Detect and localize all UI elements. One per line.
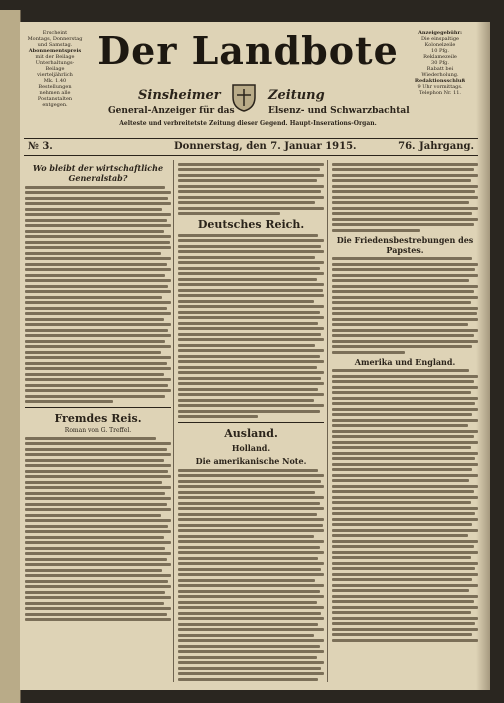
text-line — [332, 578, 472, 581]
box-line: Montags, Donnerstag — [27, 36, 83, 42]
box-line: Telephon Nr. 11. — [418, 90, 462, 96]
text-line — [332, 617, 478, 620]
text-line — [332, 518, 478, 521]
text-line — [178, 393, 324, 396]
text-line — [25, 514, 161, 517]
text-line — [178, 311, 320, 314]
text-line — [178, 196, 324, 199]
text-line — [25, 213, 171, 216]
text-line — [25, 257, 171, 260]
text-line — [178, 388, 318, 391]
text-line — [25, 453, 171, 456]
masthead-small-tagline: Aelteste und verbreitetste Zeitung dieser Gegend. Haupt-Inserations-Organ. — [119, 120, 377, 127]
text-line — [25, 356, 171, 359]
text-line — [332, 463, 478, 466]
text-line — [25, 607, 171, 610]
text-line — [178, 474, 324, 477]
text-line — [332, 600, 474, 603]
box-line: Postanstalten — [37, 96, 73, 102]
text-line — [178, 507, 324, 510]
text-line — [25, 186, 165, 189]
text-line — [25, 334, 171, 337]
column-rule — [327, 160, 328, 682]
text-line — [178, 267, 320, 270]
text-line — [332, 452, 478, 455]
text-line — [332, 545, 474, 548]
article-heading: Deutsches Reich. — [197, 218, 305, 231]
text-line — [178, 590, 320, 593]
text-line — [332, 408, 478, 411]
text-line — [25, 552, 171, 555]
text-line — [25, 464, 171, 467]
text-line — [332, 490, 474, 493]
text-line — [25, 585, 171, 588]
text-line — [178, 250, 324, 253]
issue-number: № 3. — [28, 141, 53, 152]
box-line: Anzeigegebühr: — [417, 30, 463, 36]
text-line — [25, 246, 171, 249]
text-line — [178, 518, 324, 521]
article-heading: Die Friedensbestrebungen des Papstes. — [336, 234, 474, 255]
text-line — [332, 474, 478, 477]
text-line — [332, 573, 478, 576]
text-line — [178, 333, 321, 336]
text-line — [332, 174, 478, 177]
text-line — [25, 329, 168, 332]
box-line: 9 Uhr vormittags. — [417, 84, 463, 90]
text-line — [25, 224, 171, 227]
text-line — [25, 323, 171, 326]
text-line — [332, 562, 478, 565]
text-line — [25, 197, 168, 200]
text-line — [332, 446, 471, 449]
text-line — [25, 400, 113, 403]
text-line — [332, 435, 474, 438]
text-line — [178, 404, 324, 407]
text-line — [332, 391, 471, 394]
text-line — [25, 492, 165, 495]
text-line — [25, 285, 168, 288]
text-line — [332, 441, 478, 444]
text-line — [178, 415, 258, 418]
text-line — [332, 263, 478, 266]
text-line — [25, 437, 156, 440]
text-line — [178, 300, 314, 303]
text-line — [332, 196, 478, 199]
text-line — [332, 307, 478, 310]
text-line — [178, 179, 317, 182]
text-line — [178, 540, 324, 543]
text-line — [178, 316, 324, 319]
text-line — [178, 190, 321, 193]
text-line — [178, 645, 320, 648]
text-line — [25, 580, 168, 583]
text-line — [25, 569, 162, 572]
text-line — [25, 230, 164, 233]
text-line — [25, 574, 171, 577]
text-line — [332, 163, 478, 166]
box-line: 10 Pfg. — [431, 48, 449, 54]
text-line — [332, 345, 472, 348]
box-line: Erscheint — [42, 30, 68, 36]
box-line: mit der Beilage — [35, 54, 75, 60]
volume-number: 76. Jahrgang. — [398, 141, 474, 152]
box-line: Redaktionsschluß — [414, 78, 466, 84]
column-1 — [25, 160, 171, 682]
text-line — [178, 163, 324, 166]
text-line — [25, 503, 167, 506]
masthead-tagline-right: Elsenz- und Schwarzbachtal — [268, 106, 410, 116]
masthead-subtitle-right: Zeitung — [268, 88, 325, 103]
text-line — [178, 551, 324, 554]
text-line — [178, 305, 324, 308]
text-line — [25, 596, 171, 599]
text-line — [25, 558, 167, 561]
text-line — [25, 290, 171, 293]
text-line — [25, 470, 168, 473]
text-line — [332, 501, 471, 504]
text-line — [25, 497, 171, 500]
box-line: und Samstag. — [37, 42, 73, 48]
text-line — [25, 519, 171, 522]
text-line — [332, 606, 478, 609]
issue-date: Donnerstag, den 7. Januar 1915. — [174, 141, 357, 152]
text-line — [178, 382, 324, 385]
text-line — [178, 480, 321, 483]
text-line — [332, 611, 471, 614]
text-line — [178, 568, 321, 571]
text-line — [332, 402, 475, 405]
feuilleton-title: Fremdes Reis. — [54, 412, 142, 425]
text-line — [25, 384, 168, 387]
text-line — [332, 512, 475, 515]
text-line — [332, 323, 468, 326]
text-line — [332, 567, 475, 570]
box-line: Mk. 1.40 — [43, 78, 67, 84]
text-line — [25, 378, 171, 381]
text-line — [25, 486, 171, 489]
text-line — [332, 584, 478, 587]
text-line — [25, 296, 162, 299]
text-line — [332, 633, 472, 636]
text-line — [178, 366, 317, 369]
masthead-subtitle-left: Sinsheimer — [138, 88, 221, 103]
text-line — [25, 202, 171, 205]
text-line — [332, 285, 478, 288]
text-line — [332, 274, 478, 277]
text-line — [178, 496, 324, 499]
text-line — [332, 468, 472, 471]
box-line: Beilage — [45, 66, 65, 72]
article-subheading: Holland. — [231, 443, 271, 453]
text-line — [178, 327, 324, 330]
article-heading: Wo bleibt der wirtschaftliche Generalstab? — [32, 163, 164, 183]
text-line — [25, 274, 165, 277]
text-line — [178, 535, 314, 538]
text-line — [25, 602, 164, 605]
text-line — [332, 534, 468, 537]
text-line — [332, 496, 478, 499]
box-line: Wiederholung. — [421, 72, 459, 78]
text-line — [332, 290, 474, 293]
text-line — [178, 355, 320, 358]
box-line: entgegen. — [42, 102, 68, 108]
text-line — [178, 239, 324, 242]
text-line — [25, 279, 171, 282]
text-line — [178, 672, 324, 675]
text-line — [332, 201, 469, 204]
text-line — [178, 399, 314, 402]
text-line — [332, 628, 478, 631]
text-line — [332, 301, 471, 304]
box-line: nehmen alle — [39, 90, 71, 96]
text-line — [178, 344, 315, 347]
previous-page-edge — [0, 10, 21, 703]
text-line — [178, 371, 324, 374]
newspaper-page — [20, 22, 490, 690]
text-line — [25, 618, 171, 621]
text-line — [178, 338, 324, 341]
text-line — [178, 612, 321, 615]
box-line: Rabatt bei — [426, 66, 454, 72]
box-line: Abonnementspreis — [28, 48, 82, 54]
text-line — [178, 322, 318, 325]
text-line — [178, 667, 321, 670]
text-line — [25, 241, 170, 244]
text-line — [25, 591, 165, 594]
text-line — [178, 562, 324, 565]
text-line — [332, 397, 478, 400]
text-line — [332, 380, 474, 383]
text-line — [332, 551, 478, 554]
text-line — [178, 595, 324, 598]
text-line — [332, 622, 475, 625]
feuilleton-author: Roman von G. Treffel. — [64, 427, 132, 434]
text-line — [332, 479, 469, 482]
text-line — [332, 279, 469, 282]
text-line — [178, 245, 321, 248]
text-line — [332, 523, 472, 526]
text-line — [332, 595, 478, 598]
text-line — [25, 307, 167, 310]
text-line — [178, 661, 324, 664]
text-line — [25, 563, 171, 566]
text-line — [178, 349, 324, 352]
text-line — [332, 589, 469, 592]
text-line — [178, 573, 324, 576]
text-line — [332, 229, 420, 232]
text-line — [178, 174, 324, 177]
text-line — [178, 360, 324, 363]
column-3 — [332, 160, 478, 682]
dateline-bar — [24, 138, 478, 156]
text-line — [25, 345, 171, 348]
text-line — [25, 367, 171, 370]
text-line — [332, 369, 469, 372]
article-heading: Ausland. — [224, 427, 278, 440]
text-line — [178, 289, 323, 292]
advertising-box — [408, 30, 472, 96]
text-line — [178, 678, 318, 681]
page-shadow — [476, 22, 490, 690]
column-rule — [173, 160, 174, 682]
text-line — [332, 257, 472, 260]
text-line — [25, 395, 165, 398]
text-line — [178, 524, 323, 527]
text-line — [178, 639, 324, 642]
text-line — [25, 442, 171, 445]
text-line — [332, 419, 478, 422]
text-line — [25, 613, 167, 616]
text-line — [178, 256, 315, 259]
text-line — [178, 185, 324, 188]
text-line — [178, 212, 280, 215]
text-line — [25, 541, 171, 544]
text-line — [178, 513, 317, 516]
text-line — [25, 312, 171, 315]
subscription-box — [23, 30, 87, 108]
text-line — [178, 377, 321, 380]
text-line — [25, 191, 171, 194]
text-line — [25, 547, 165, 550]
text-line — [25, 208, 162, 211]
text-line — [332, 190, 475, 193]
text-line — [332, 540, 478, 543]
text-line — [178, 502, 320, 505]
text-line — [25, 481, 162, 484]
text-line — [332, 296, 478, 299]
text-line — [332, 223, 474, 226]
text-line — [25, 351, 161, 354]
text-line — [332, 185, 478, 188]
text-line — [25, 448, 167, 451]
text-line — [178, 410, 320, 413]
box-line: Die einspaltige — [420, 36, 460, 42]
text-line — [178, 584, 324, 587]
text-line — [178, 201, 315, 204]
text-line — [25, 263, 167, 266]
box-line: vierteljährlich — [37, 72, 73, 78]
text-line — [25, 301, 171, 304]
text-line — [25, 340, 165, 343]
text-line — [332, 430, 478, 433]
text-line — [332, 340, 478, 343]
text-line — [178, 623, 318, 626]
text-line — [178, 283, 324, 286]
text-line — [178, 234, 318, 237]
text-line — [178, 617, 324, 620]
text-line — [178, 207, 324, 210]
text-line — [178, 634, 314, 637]
text-line — [332, 168, 474, 171]
text-line — [178, 485, 324, 488]
text-line — [178, 579, 315, 582]
text-line — [25, 389, 171, 392]
text-line — [25, 373, 164, 376]
text-line — [178, 628, 324, 631]
text-line — [332, 312, 477, 315]
text-line — [178, 601, 317, 604]
text-line — [332, 556, 471, 559]
text-line — [332, 218, 478, 221]
text-line — [25, 318, 164, 321]
box-line: Bestellungen — [38, 84, 72, 90]
text-line — [25, 219, 167, 222]
text-line — [332, 179, 471, 182]
text-line — [25, 252, 161, 255]
text-line — [25, 459, 164, 462]
text-line — [178, 491, 315, 494]
article-heading: Amerika und England. — [354, 356, 456, 367]
text-line — [332, 329, 478, 332]
text-line — [332, 457, 475, 460]
text-line — [25, 235, 171, 238]
text-line — [178, 272, 324, 275]
text-line — [178, 557, 318, 560]
text-line — [332, 529, 478, 532]
text-line — [332, 207, 478, 210]
text-line — [25, 536, 164, 539]
text-line — [25, 362, 167, 365]
section-divider — [178, 422, 324, 423]
text-line — [25, 475, 171, 478]
text-line — [25, 268, 171, 271]
box-line: Kolonelzeile — [424, 42, 456, 48]
text-line — [178, 656, 317, 659]
text-line — [25, 530, 171, 533]
text-line — [332, 386, 478, 389]
text-line — [332, 212, 472, 215]
text-line — [332, 318, 478, 321]
text-line — [332, 268, 475, 271]
text-line — [178, 261, 324, 264]
text-line — [332, 424, 468, 427]
masthead-title: Der Landbote — [97, 28, 399, 73]
text-line — [332, 413, 472, 416]
masthead-tagline-left: General-Anzeiger für das — [108, 106, 235, 116]
text-line — [178, 168, 320, 171]
box-line: Reklamezeile — [423, 54, 457, 60]
text-line — [332, 375, 478, 378]
text-line — [178, 546, 320, 549]
text-line — [178, 294, 324, 297]
text-line — [25, 525, 168, 528]
section-divider — [25, 407, 171, 408]
box-line: 30 Pfg. — [431, 60, 449, 66]
box-line: Unterhaltungs- — [35, 60, 75, 66]
text-line — [332, 507, 478, 510]
article-subheading: Die amerikanische Note. — [195, 456, 307, 466]
text-line — [332, 485, 478, 488]
text-line — [178, 278, 317, 281]
text-line — [178, 469, 318, 472]
text-line — [332, 334, 474, 337]
text-line — [25, 508, 171, 511]
text-line — [332, 351, 405, 354]
text-line — [178, 606, 324, 609]
text-line — [178, 650, 324, 653]
column-2 — [178, 160, 324, 682]
text-line — [178, 529, 324, 532]
text-line — [332, 639, 478, 642]
